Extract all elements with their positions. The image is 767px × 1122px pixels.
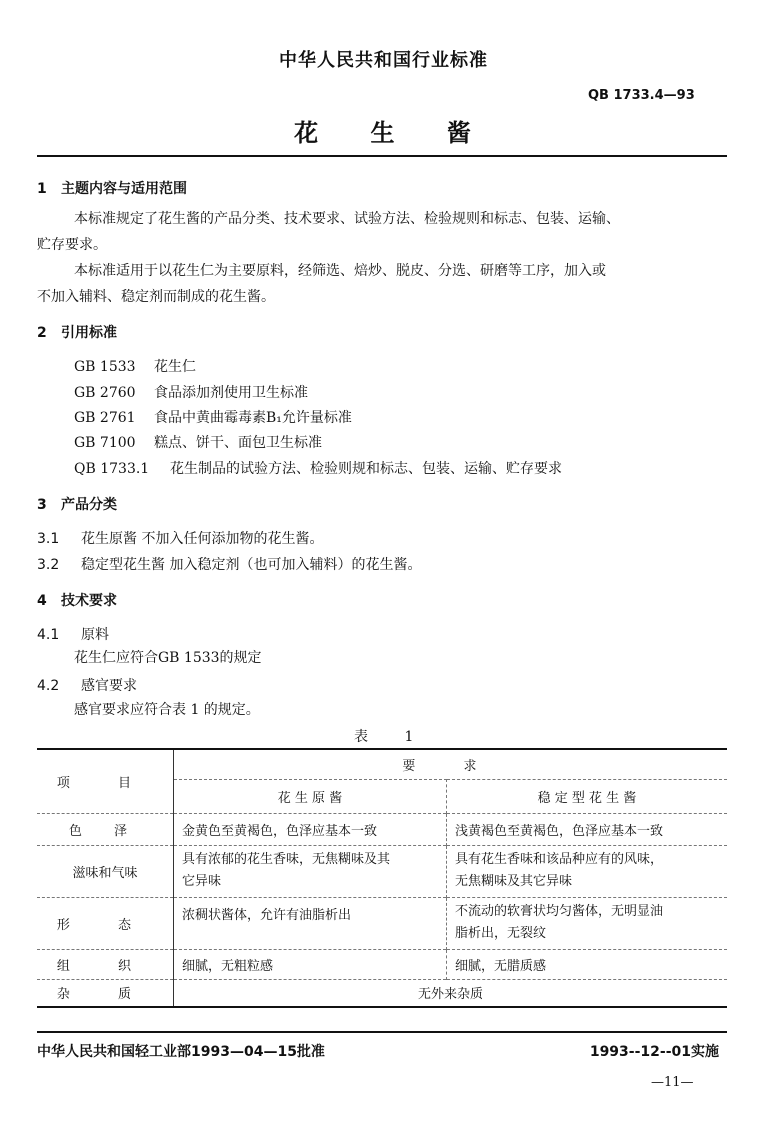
subsection-number: 4.1: [37, 627, 60, 643]
table-row: [37, 845, 727, 897]
table-header-row: [37, 749, 727, 779]
section-4-heading: [37, 590, 117, 610]
row-shared-value: 无外来杂质: [174, 979, 728, 1007]
section-1-heading: [37, 178, 187, 198]
standard-number: QB 1733.4—93: [588, 88, 695, 103]
row-plain-value: 浓稠状酱体，允许有油脂析出: [174, 897, 447, 949]
table-caption: 表 1: [354, 729, 430, 745]
row-item: 滋味和气味: [37, 845, 174, 897]
header-divider: [37, 155, 727, 157]
header-item: 项 目: [37, 749, 174, 813]
row-stabilized-value: 具有花生香味和该品种应有的风味， 无焦糊味及其它异味: [447, 845, 728, 897]
row-stabilized-value: 细腻，无腊质感: [447, 949, 728, 979]
row-plain-value: 具有浓郁的花生香味，无焦糊味及其 它异味: [174, 845, 447, 897]
subsection-4-1-heading: [37, 624, 109, 644]
reference-name: 花生仁: [154, 359, 196, 375]
footer-divider: [37, 1031, 727, 1033]
section-1-paragraph-1-line-2: 贮存要求。: [37, 237, 107, 253]
section-3-title: 产品分类: [61, 497, 117, 513]
subsection-4-2-text: 感官要求应符合表 1 的规定。: [74, 702, 260, 718]
approval-line: 中华人民共和国轻工业部1993—04—15批准: [37, 1044, 325, 1060]
reference-code: GB 7100: [74, 435, 136, 451]
section-2-title: 引用标准: [61, 325, 117, 341]
table-row: [37, 813, 727, 845]
subsection-3-1: [37, 528, 323, 548]
table-row: [37, 897, 727, 949]
table-row: [37, 949, 727, 979]
subsection-4-2-heading: [37, 675, 137, 695]
section-1-title: 主题内容与适用范围: [61, 181, 187, 197]
row-item: 形 态: [37, 897, 174, 949]
header-requirements: 要 求: [174, 749, 728, 779]
reference-code: GB 2761: [74, 410, 136, 426]
subsection-title: 感官要求: [81, 678, 137, 694]
row-plain-value: 细腻，无粗粒感: [174, 949, 447, 979]
reference-item: [74, 458, 562, 478]
reference-code: QB 1733.1: [74, 461, 150, 477]
subsection-text: 花生原酱 不加入任何添加物的花生酱。: [81, 531, 324, 547]
page-number: —11—: [651, 1075, 694, 1090]
subsection-title: 原料: [81, 627, 109, 643]
sensory-requirements-table: [37, 748, 727, 1008]
row-item: 杂 质: [37, 979, 174, 1007]
section-4-number: 4: [37, 593, 47, 609]
table-row: [37, 979, 727, 1007]
subsection-3-2: [37, 554, 421, 574]
reference-name: 食品中黄曲霉毒素B₁允许量标准: [154, 410, 352, 426]
row-item: 色 泽: [37, 813, 174, 845]
reference-item: [74, 407, 352, 427]
section-3-number: 3: [37, 497, 47, 513]
row-stabilized-value: 不流动的软膏状均匀酱体，无明显油 脂析出，无裂纹: [447, 897, 728, 949]
section-1-paragraph-2-line-2: 不加入辅料、稳定剂而制成的花生酱。: [37, 289, 275, 305]
section-4-title: 技术要求: [61, 593, 117, 609]
section-3-heading: [37, 494, 117, 514]
reference-code: GB 2760: [74, 385, 136, 401]
reference-item: [74, 356, 196, 376]
reference-name: 花生制品的试验方法、检验则规和标志、包装、运输、贮存要求: [170, 461, 562, 477]
reference-item: [74, 432, 322, 452]
header-plain-butter: 花 生 原 酱: [174, 779, 447, 813]
header-stabilized-butter: 稳 定 型 花 生 酱: [447, 779, 728, 813]
issuing-organization: 中华人民共和国行业标准: [279, 50, 488, 71]
section-2-number: 2: [37, 325, 47, 341]
reference-code: GB 1533: [74, 359, 136, 375]
section-1-paragraph-2-line-1: 本标准适用于以花生仁为主要原料，经筛选、焙炒、脱皮、分选、研磨等工序，加入或: [74, 263, 606, 279]
document-title: 花 生 酱: [294, 119, 493, 147]
row-plain-value: 金黄色至黄褐色，色泽应基本一致: [174, 813, 447, 845]
subsection-4-1-text: 花生仁应符合GB 1533的规定: [74, 650, 262, 666]
row-item: 组 织: [37, 949, 174, 979]
reference-name: 糕点、饼干、面包卫生标准: [154, 435, 322, 451]
subsection-number: 3.1: [37, 531, 60, 547]
reference-name: 食品添加剂使用卫生标准: [154, 385, 308, 401]
subsection-number: 4.2: [37, 678, 60, 694]
section-1-paragraph-1-line-1: 本标准规定了花生酱的产品分类、技术要求、试验方法、检验规则和标志、包装、运输、: [74, 211, 620, 227]
section-1-number: 1: [37, 181, 47, 197]
section-2-heading: [37, 322, 117, 342]
subsection-number: 3.2: [37, 557, 60, 573]
implementation-date: 1993--12--01实施: [589, 1044, 719, 1060]
subsection-text: 稳定型花生酱 加入稳定剂（也可加入辅料）的花生酱。: [81, 557, 422, 573]
row-stabilized-value: 浅黄褐色至黄褐色，色泽应基本一致: [447, 813, 728, 845]
reference-item: [74, 382, 308, 402]
